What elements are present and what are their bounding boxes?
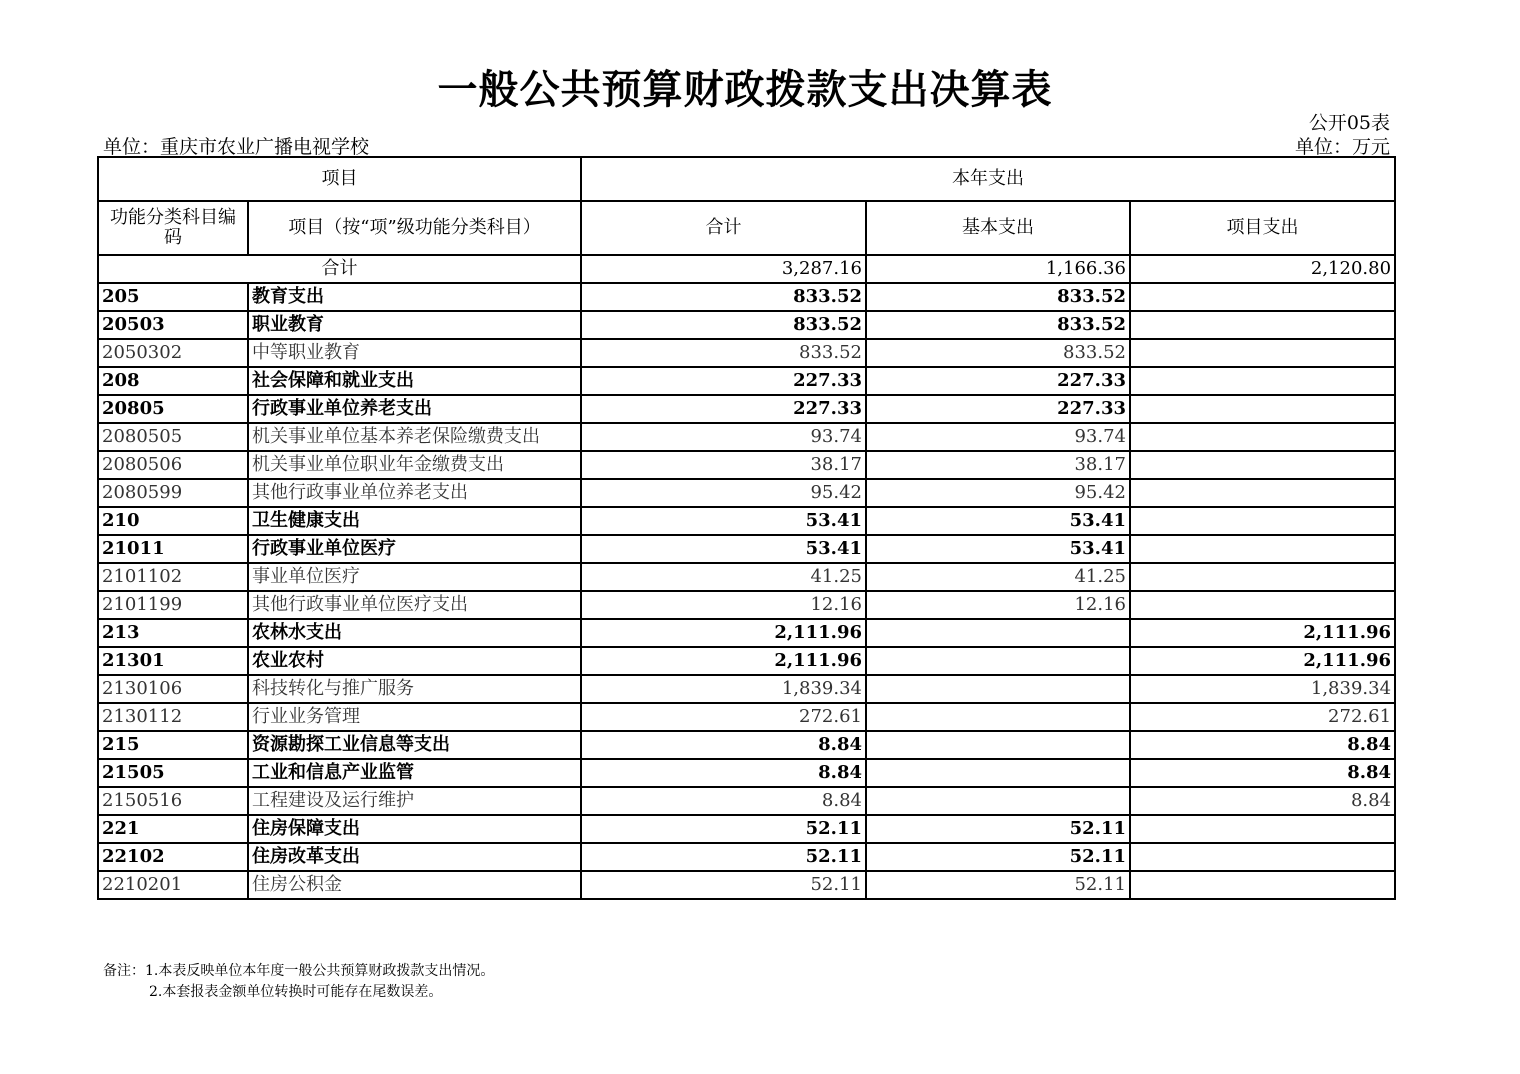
row-project [1130,311,1395,339]
row-total: 833.52 [581,311,866,339]
header-project: 项目 [98,157,581,201]
row-name: 工业和信息产业监管 [248,759,581,787]
row-code: 221 [98,815,248,843]
table-row [98,311,1395,339]
unit-organization: 单位：重庆市农业广播电视学校 [103,136,370,158]
table-row [98,703,1395,731]
row-project [1130,395,1395,423]
row-code: 205 [98,283,248,311]
row-total: 227.33 [581,367,866,395]
row-name: 科技转化与推广服务 [248,675,581,703]
row-project [1130,815,1395,843]
row-total: 12.16 [581,591,866,619]
row-code: 20503 [98,311,248,339]
row-project [1130,423,1395,451]
form-code: 公开05表 [1308,112,1390,134]
unit-currency: 单位：万元 [1294,136,1390,158]
row-total: 8.84 [581,731,866,759]
row-code: 213 [98,619,248,647]
row-basic: 227.33 [866,395,1130,423]
row-project: 272.61 [1130,703,1395,731]
row-total: 53.41 [581,507,866,535]
row-code: 22102 [98,843,248,871]
row-project [1130,451,1395,479]
row-basic [866,647,1130,675]
row-total: 833.52 [581,339,866,367]
total-basic: 1,166.36 [866,255,1130,283]
budget-table [97,156,1396,900]
header-basic: 基本支出 [866,201,1130,255]
table-row [98,731,1395,759]
row-name: 工程建设及运行维护 [248,787,581,815]
table-row [98,563,1395,591]
row-name: 行政事业单位养老支出 [248,395,581,423]
row-total: 38.17 [581,451,866,479]
table-row [98,619,1395,647]
row-project: 8.84 [1130,731,1395,759]
row-name: 社会保障和就业支出 [248,367,581,395]
row-code: 2050302 [98,339,248,367]
header-row-2 [98,201,1395,255]
page-title: 一般公共预算财政拨款支出决算表 [437,66,1053,113]
row-basic: 38.17 [866,451,1130,479]
note-line-2: 2.本套报表金额单位转换时可能存在尾数误差。 [149,984,443,1000]
row-code: 21301 [98,647,248,675]
row-project [1130,283,1395,311]
row-project [1130,507,1395,535]
row-basic: 53.41 [866,507,1130,535]
row-project: 2,111.96 [1130,619,1395,647]
row-name: 住房改革支出 [248,843,581,871]
total-amount: 3,287.16 [581,255,866,283]
row-total: 2,111.96 [581,619,866,647]
row-project: 1,839.34 [1130,675,1395,703]
row-name: 资源勘探工业信息等支出 [248,731,581,759]
row-name: 农业农村 [248,647,581,675]
row-name: 住房保障支出 [248,815,581,843]
row-name: 事业单位医疗 [248,563,581,591]
table-row [98,507,1395,535]
row-code: 2150516 [98,787,248,815]
row-basic [866,759,1130,787]
row-code: 20805 [98,395,248,423]
row-total: 2,111.96 [581,647,866,675]
row-name: 教育支出 [248,283,581,311]
row-project [1130,535,1395,563]
row-basic [866,787,1130,815]
row-total: 227.33 [581,395,866,423]
row-total: 93.74 [581,423,866,451]
note-line-1: 备注：1.本表反映单位本年度一般公共预算财政拨款支出情况。 [103,963,495,979]
row-basic: 12.16 [866,591,1130,619]
total-project: 2,120.80 [1130,255,1395,283]
row-project: 8.84 [1130,787,1395,815]
row-name: 职业教育 [248,311,581,339]
table-row [98,675,1395,703]
row-basic [866,619,1130,647]
row-total: 272.61 [581,703,866,731]
row-project [1130,591,1395,619]
row-total: 1,839.34 [581,675,866,703]
table-row [98,423,1395,451]
row-name: 住房公积金 [248,871,581,899]
row-code: 21505 [98,759,248,787]
row-total: 52.11 [581,815,866,843]
header-total: 合计 [581,201,866,255]
row-code: 21011 [98,535,248,563]
row-project [1130,843,1395,871]
row-code: 2080506 [98,451,248,479]
row-project [1130,563,1395,591]
table-row [98,647,1395,675]
row-project [1130,479,1395,507]
row-basic: 833.52 [866,311,1130,339]
header-project-name: 项目（按“项”级功能分类科目） [248,201,581,255]
row-project: 2,111.96 [1130,647,1395,675]
notes [103,961,494,1003]
row-code: 2130106 [98,675,248,703]
row-code: 215 [98,731,248,759]
row-name: 行政事业单位医疗 [248,535,581,563]
table-row [98,787,1395,815]
row-basic [866,675,1130,703]
header-current-year: 本年支出 [581,157,1395,201]
row-code: 210 [98,507,248,535]
row-total: 833.52 [581,283,866,311]
row-project [1130,367,1395,395]
row-name: 机关事业单位职业年金缴费支出 [248,451,581,479]
row-code: 2101102 [98,563,248,591]
row-name: 行业业务管理 [248,703,581,731]
row-total: 95.42 [581,479,866,507]
row-basic: 833.52 [866,339,1130,367]
row-name: 其他行政事业单位医疗支出 [248,591,581,619]
table-row [98,815,1395,843]
table-row [98,451,1395,479]
row-total: 52.11 [581,871,866,899]
row-basic: 93.74 [866,423,1130,451]
row-code: 208 [98,367,248,395]
row-basic [866,703,1130,731]
table-row [98,339,1395,367]
row-basic: 41.25 [866,563,1130,591]
row-total: 8.84 [581,787,866,815]
row-basic [866,731,1130,759]
row-basic: 52.11 [866,815,1130,843]
row-basic: 95.42 [866,479,1130,507]
total-label: 合计 [98,255,581,283]
row-code: 2101199 [98,591,248,619]
row-basic: 52.11 [866,843,1130,871]
row-project: 8.84 [1130,759,1395,787]
table-row [98,535,1395,563]
row-code: 2080505 [98,423,248,451]
row-name: 中等职业教育 [248,339,581,367]
table-row [98,759,1395,787]
table-row [98,591,1395,619]
total-row [98,255,1395,283]
header-project-expense: 项目支出 [1130,201,1395,255]
row-code: 2080599 [98,479,248,507]
table-row [98,479,1395,507]
row-name: 卫生健康支出 [248,507,581,535]
row-total: 41.25 [581,563,866,591]
table-row [98,843,1395,871]
row-name: 农林水支出 [248,619,581,647]
table-row [98,871,1395,899]
row-basic: 53.41 [866,535,1130,563]
table-row [98,367,1395,395]
header-code: 功能分类科目编码 [98,201,248,255]
row-basic: 833.52 [866,283,1130,311]
table-row [98,395,1395,423]
row-code: 2210201 [98,871,248,899]
row-total: 52.11 [581,843,866,871]
row-project [1130,339,1395,367]
header-row-1 [98,157,1395,201]
row-basic: 227.33 [866,367,1130,395]
table-row [98,283,1395,311]
row-project [1130,871,1395,899]
row-code: 2130112 [98,703,248,731]
row-total: 53.41 [581,535,866,563]
row-name: 其他行政事业单位养老支出 [248,479,581,507]
row-basic: 52.11 [866,871,1130,899]
row-total: 8.84 [581,759,866,787]
row-name: 机关事业单位基本养老保险缴费支出 [248,423,581,451]
